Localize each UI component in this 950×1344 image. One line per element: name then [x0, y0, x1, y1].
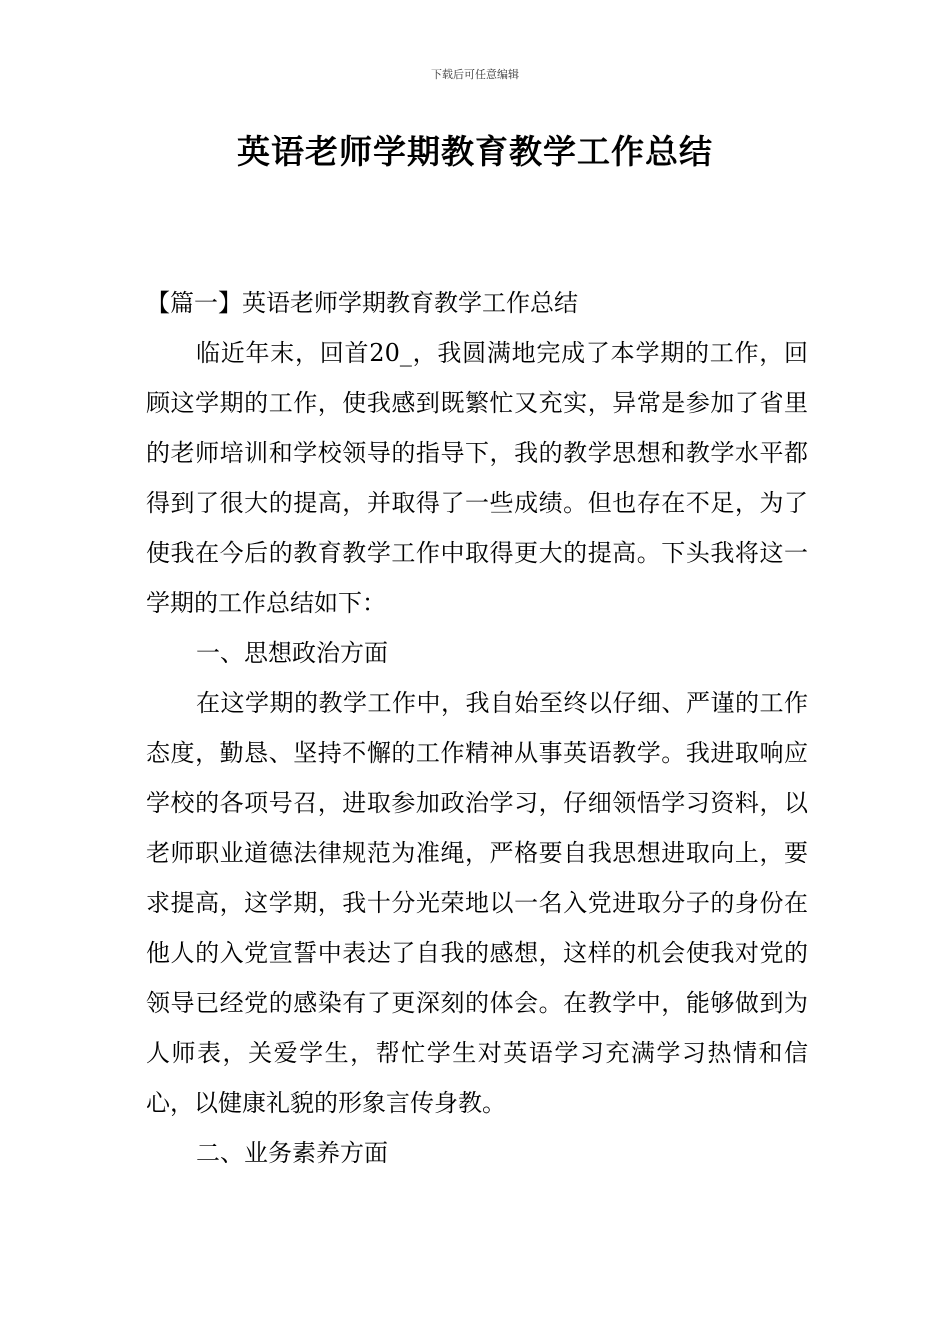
intro-paragraph: 临近年末，回首20_，我圆满地完成了本学期的工作，回顾这学期的工作，使我感到既繁忙又充实，异常是参加了省里的老师培训和学校领导的指导下，我的教学思想和教学水平都得到了很大的提高，并取得了一些成绩。但也存在不足，为了使我在今后的教育教学工作中取得更大的提高。下头我将这一学期的工作总结如下：	[146, 339, 808, 617]
section-paragraph-1: 在这学期的教学工作中，我自始至终以仔细、严谨的工作态度，勤恳、坚持不懈的工作精神从事英语教学。我进取响应学校的各项号召，进取参加政治学习，仔细领悟学习资料，以老师职业道德法律规范为准绳，严格要自我思想进取向上，要求提高，这学期，我十分光荣地以一名入党进取分子的身份在他人的入党宣誓中表达了自我的感想，这样的机会使我对党的领导已经党的感染有了更深刻的体会。在教学中，能够做到为人师表，关爱学生，帮忙学生对英语学习充满学习热情和信心，以健康礼貌的形象言传身教。	[146, 689, 808, 1117]
header-note: 下载后可任意编辑	[431, 68, 519, 81]
document-title: 英语老师学期教育教学工作总结	[237, 132, 713, 171]
section-heading-1: 一、思想政治方面	[196, 639, 388, 667]
document-body	[146, 278, 808, 1178]
part-heading: 【篇一】英语老师学期教育教学工作总结	[146, 289, 578, 317]
section-heading-2: 二、业务素养方面	[196, 1139, 388, 1167]
